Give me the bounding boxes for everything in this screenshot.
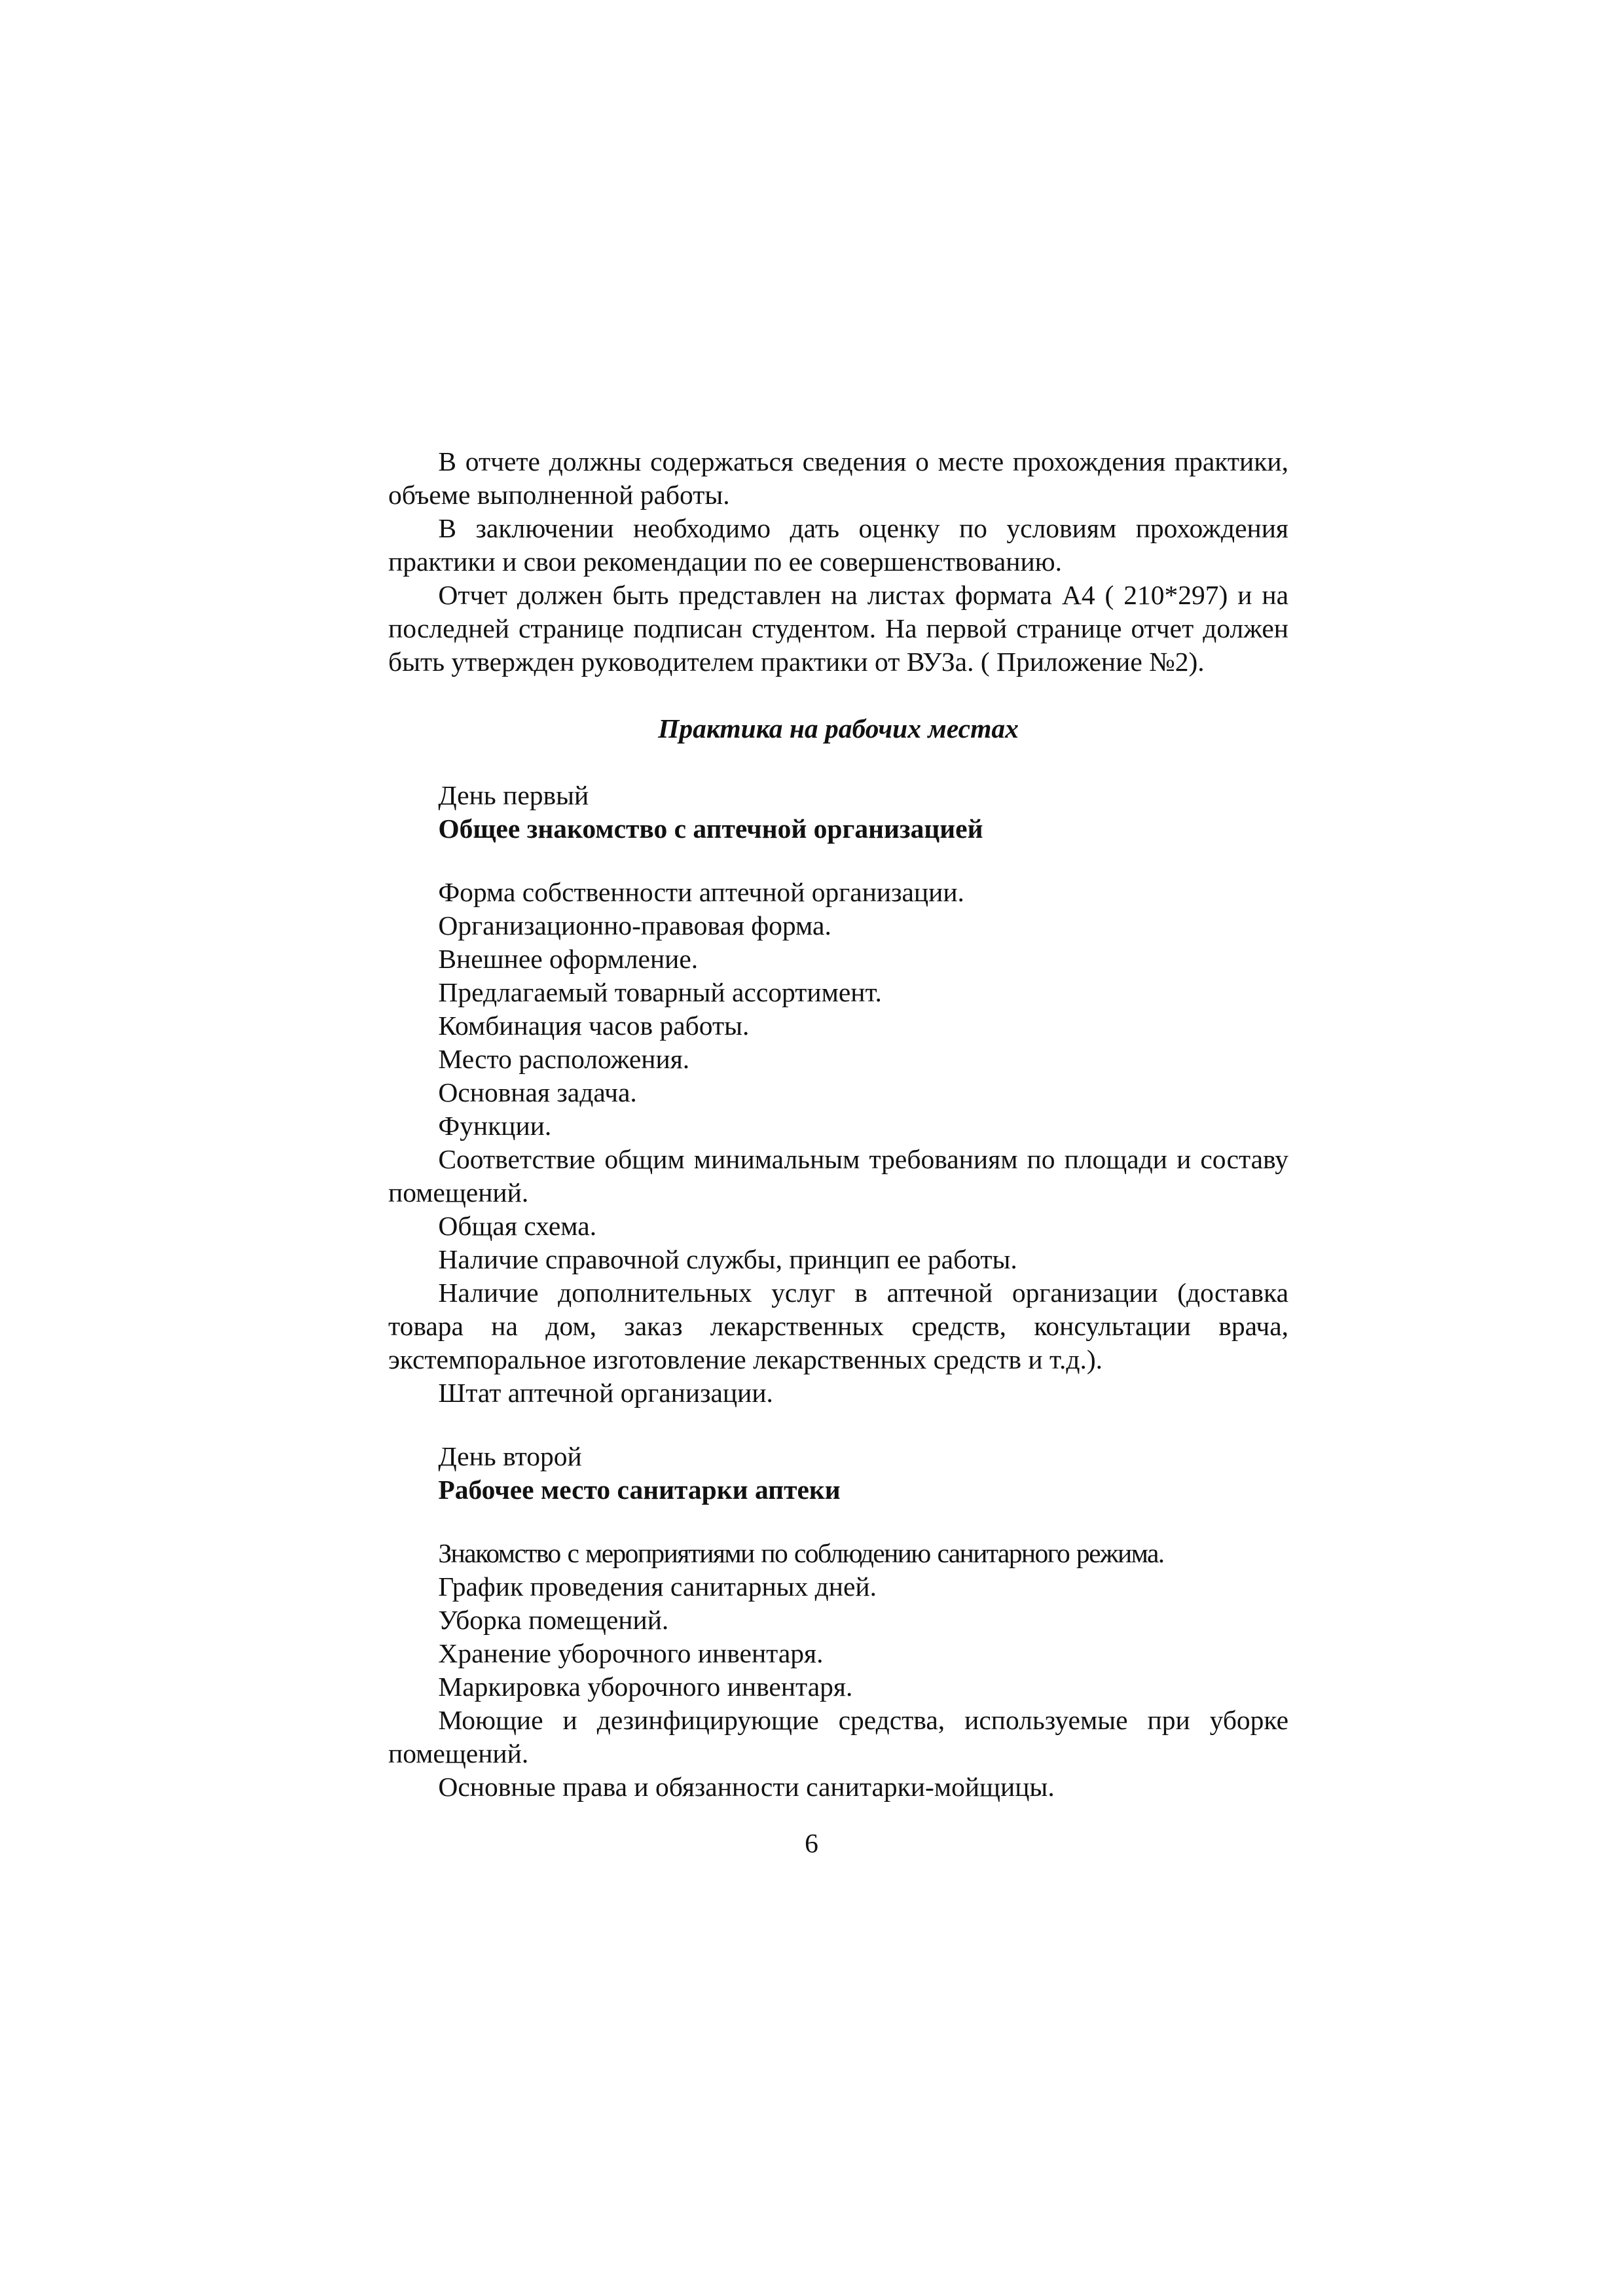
day1-item: Соответствие общим минимальным требованиям по площади и составу помещений. <box>388 1144 1288 1208</box>
day2-item: Знакомство с мероприятиями по соблюдению санитарного режима. <box>438 1538 1164 1568</box>
spacer <box>388 1507 1288 1537</box>
intro-paragraph-2: В заключении необходимо дать оценку по условиям прохождения практики и свои рекомендации по ее совершенствованию. <box>388 513 1288 577</box>
spacer <box>388 1410 1288 1440</box>
day1-item: Форма собственности аптечной организации. <box>438 877 964 907</box>
intro-paragraph-3: Отчет должен быть представлен на листах формата А4 ( 210*297) и на последней странице подписан студентом. На первой странице отчет должен быть утвержден руководителем практики от ВУЗа. ( Приложение №2). <box>388 580 1288 677</box>
day2-item: Моющие и дезинфицирующие средства, используемые при уборке помещений. <box>388 1705 1288 1768</box>
day1-item: Внешнее оформление. <box>438 944 699 974</box>
day1-item: Общая схема. <box>438 1211 597 1241</box>
day1-item: Наличие дополнительных услуг в аптечной организации (доставка товара на дом, заказ лекарственных средств, консультации врача, экстемпоральное изготовление лекарственных средств и т.д.). <box>388 1278 1288 1374</box>
day1-item: Комбинация часов работы. <box>438 1011 750 1041</box>
day1-title: Общее знакомство с аптечной организацией <box>438 814 983 844</box>
day1-item: Предлагаемый товарный ассортимент. <box>438 977 882 1007</box>
day1-item: Функции. <box>438 1111 552 1141</box>
day2-item: Маркировка уборочного инвентаря. <box>438 1672 853 1702</box>
day2-label: День второй <box>438 1441 582 1471</box>
day1-item: Место расположения. <box>438 1044 690 1074</box>
day1-item: Штат аптечной организации. <box>438 1378 773 1408</box>
page-body <box>388 445 1288 1804</box>
day1-item: Наличие справочной службы, принцип ее работы. <box>438 1244 1017 1274</box>
day2-title: Рабочее место санитарки аптеки <box>438 1475 841 1505</box>
spacer <box>388 745 1288 779</box>
section-title: Практика на рабочих местах <box>658 713 1019 744</box>
day1-item: Организационно-правовая форма. <box>438 910 831 941</box>
spacer <box>388 679 1288 712</box>
spacer <box>388 846 1288 876</box>
day2-item: Хранение уборочного инвентаря. <box>438 1638 824 1668</box>
day2-item: Уборка помещений. <box>438 1605 669 1635</box>
page-number: 6 <box>805 1828 818 1858</box>
day1-label: День первый <box>438 780 589 810</box>
day1-item: Основная задача. <box>438 1077 637 1107</box>
day2-item: Основные права и обязанности санитарки-мойщицы. <box>438 1772 1055 1802</box>
day2-item: График проведения санитарных дней. <box>438 1571 877 1602</box>
intro-paragraph-1: В отчете должны содержаться сведения о месте прохождения практики, объеме выполненной работы. <box>388 446 1288 510</box>
